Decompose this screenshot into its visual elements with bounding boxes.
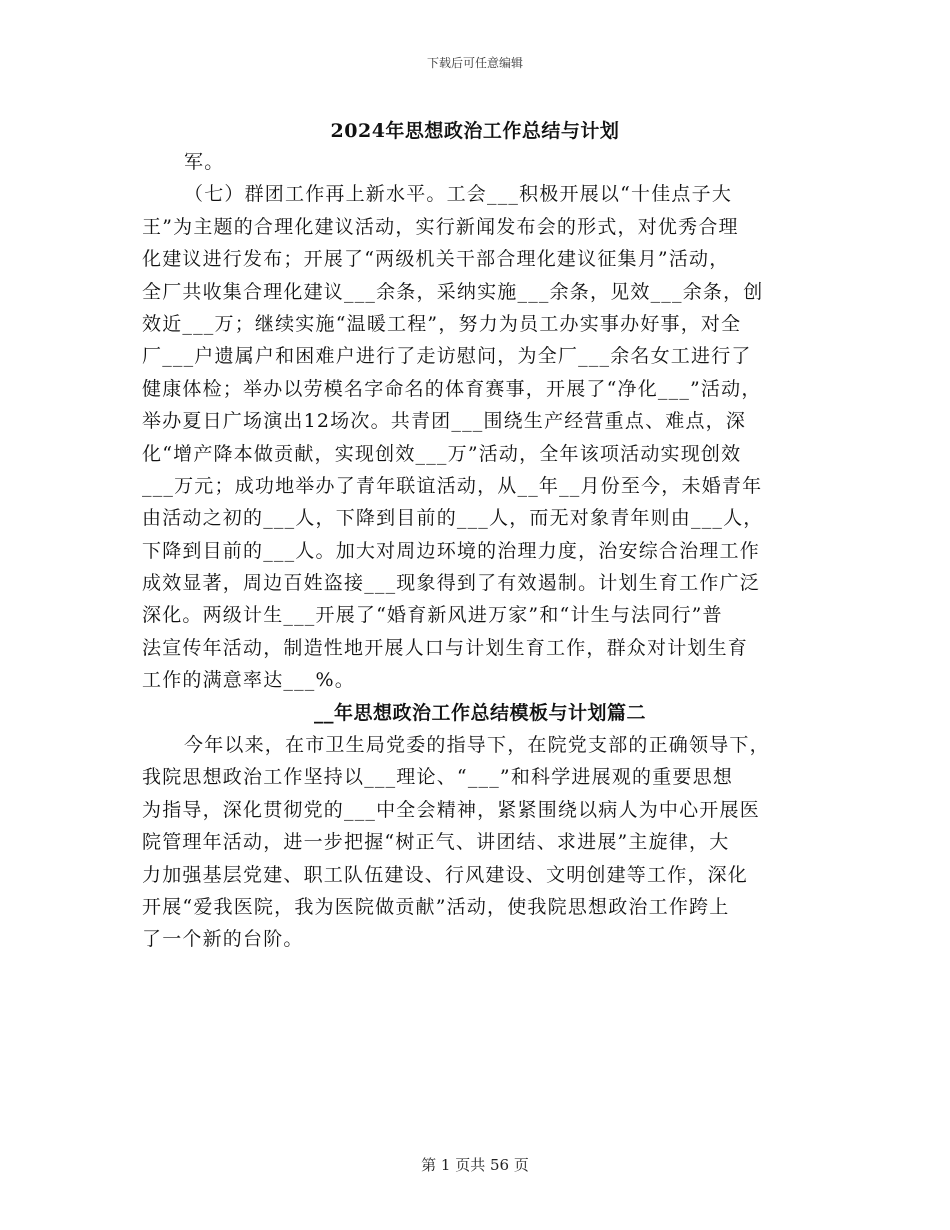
section-heading: __年思想政治工作总结模板与计划篇二 <box>313 701 646 724</box>
text-line: 由活动之初的___人，下降到目前的___人，而无对象青年则由___人， <box>142 507 764 530</box>
text-line: ___万元；成功地举办了青年联谊活动，从__年__月份至今，未婚青年 <box>142 474 763 497</box>
text-line: 效近___万；继续实施“温暖工程”，努力为员工办实事办好事，对全 <box>142 312 742 335</box>
text-line: 举办夏日广场演出12场次。共青团___围绕生产经营重点、难点，深 <box>142 410 747 433</box>
text-line: 力加强基层党建、职工队伍建设、行风建设、文明创建等工作，深化 <box>142 863 749 886</box>
text-line: 法宣传年活动，制造性地开展人口与计划生育工作，群众对计划生育 <box>142 636 749 659</box>
text-line: 我院思想政治工作坚持以___理论、“___”和科学进展观的重要思想 <box>142 766 734 789</box>
text-line: 深化。两级计生___开展了“婚育新风进万家”和“计生与法同行”普 <box>142 604 723 627</box>
text-line: 健康体检；举办以劳模名字命名的体育赛事，开展了“净化___”活动， <box>142 377 762 400</box>
text-line: 工作的满意率达___%。 <box>142 669 355 692</box>
text-line: 化建议进行发布；开展了“两级机关干部合理化建议征集月”活动， <box>142 248 730 271</box>
text-line: 了一个新的台阶。 <box>142 928 304 951</box>
text-line: 全厂共收集合理化建议___余条，采纳实施___余条，见效___余条，创 <box>142 280 764 303</box>
header-note: 下载后可任意编辑 <box>426 56 523 70</box>
text-line: 开展“爱我医院，我为医院做贡献”活动，使我院思想政治工作跨上 <box>142 895 730 918</box>
text-line: 为指导，深化贯彻党的___中全会精神，紧紧围绕以病人为中心开展医 <box>142 798 760 821</box>
text-line: 厂___户遗属户和困难户进行了走访慰问，为全厂___余名女工进行了 <box>142 345 752 368</box>
document-title: 2024年思想政治工作总结与计划 <box>330 120 620 142</box>
text-line: 下降到目前的___人。加大对周边环境的治理力度，治安综合治理工作 <box>142 539 760 562</box>
page-footer: 第 1 页共 56 页 <box>421 1156 529 1174</box>
text-line: 成效显著，周边百姓盗接___现象得到了有效遏制。计划生育工作广泛 <box>142 572 760 595</box>
text-line: （七）群团工作再上新水平。工会___积极开展以“十佳点子大 <box>184 183 733 206</box>
text-line: 院管理年活动，进一步把握“树正气、讲团结、求进展”主旋律，大 <box>142 831 730 854</box>
text-line: 化“增产降本做贡献，实现创效___万”活动，全年该项活动实现创效 <box>142 442 742 465</box>
text-line: 王”为主题的合理化建议活动，实行新闻发布会的形式，对优秀合理 <box>142 215 739 238</box>
text-line: 军。 <box>184 151 225 173</box>
document-body <box>142 146 822 956</box>
text-line: 今年以来，在市卫生局党委的指导下，在院党支部的正确领导下， <box>184 734 770 757</box>
